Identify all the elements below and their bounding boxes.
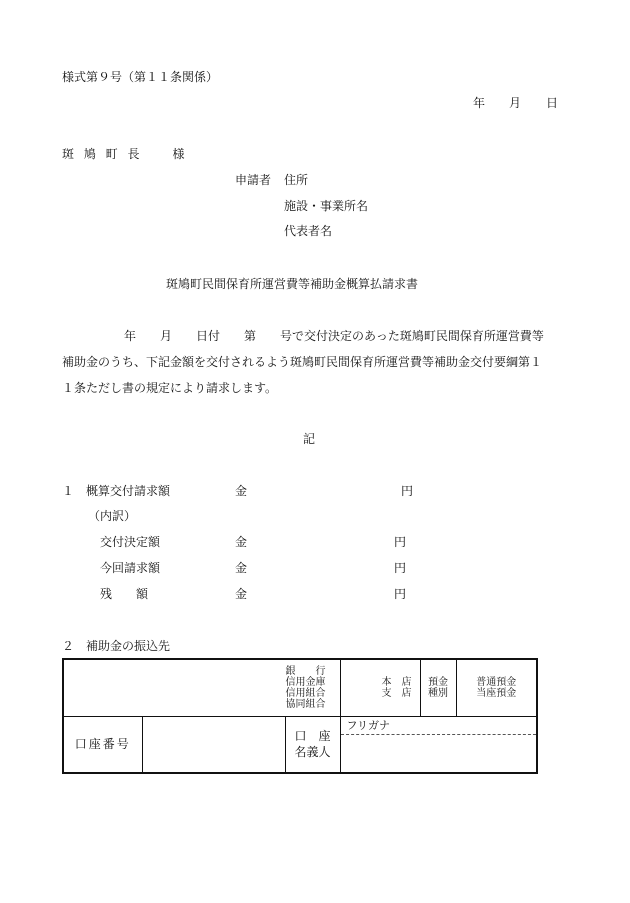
account-holder-label-1: 口 座	[294, 729, 331, 744]
branch-type-branch: 支 店	[381, 687, 412, 699]
ki-heading: 記	[303, 432, 316, 446]
date-month: 月	[509, 96, 522, 110]
branch-cell[interactable]	[340, 659, 420, 716]
account-holder-field[interactable]	[340, 716, 537, 773]
row-kin-current: 金	[235, 561, 248, 575]
row-yen-remaining: 円	[394, 587, 407, 601]
section1-kin: 金	[235, 484, 248, 498]
breakdown-label: （内訳）	[88, 509, 137, 523]
deposit-type-ordinary: 普通預金	[476, 676, 517, 688]
applicant-address: 住所	[284, 173, 309, 187]
branch-type-main: 本 店	[381, 676, 412, 688]
account-number-text: 口座番号	[74, 736, 131, 751]
applicant-representative: 代表者名	[284, 224, 333, 238]
row-label-current: 今回請求額	[100, 561, 161, 575]
bank-type-kyodo: 協同組合	[285, 698, 326, 710]
row-kin-decided: 金	[235, 535, 248, 549]
row-yen-current: 円	[394, 561, 407, 575]
section2-label: ２ 補助金の振込先	[62, 639, 171, 653]
section1-yen: 円	[401, 484, 414, 498]
row-kin-remaining: 金	[235, 587, 248, 601]
furigana-label: フリガナ	[346, 718, 390, 732]
applicant-facility: 施設・事業所名	[284, 199, 369, 213]
date-day: 日	[546, 96, 559, 110]
row-label-remaining: 残 額	[100, 587, 149, 601]
account-holder-label-2: 名義人	[294, 745, 331, 760]
deposit-label-cell	[420, 659, 456, 716]
body-line-1: 年 月 日付 第 号で交付決定のあった斑鳩町民間保育所運営費等	[124, 329, 544, 343]
account-holder-label	[285, 716, 340, 773]
deposit-label-1: 預金	[428, 676, 448, 688]
bank-name-cell[interactable]	[63, 659, 340, 716]
bank-type-shinkin: 信用金庫	[285, 676, 326, 688]
body-line-3: １条ただし書の規定により請求します。	[62, 381, 278, 395]
row-yen-decided: 円	[394, 535, 407, 549]
bank-type-bank: 銀 行	[285, 665, 326, 677]
bank-transfer-table	[62, 658, 538, 774]
deposit-label-2: 種別	[428, 687, 448, 699]
account-number-label	[63, 716, 142, 773]
body-line-2: 補助金のうち、下記金額を交付されるよう斑鳩町民間保育所運営費等補助金交付要綱第１	[62, 355, 543, 369]
document-title: 斑鳩町民間保育所運営費等補助金概算払請求書	[166, 277, 419, 291]
deposit-type-cell[interactable]	[456, 659, 537, 716]
row-label-decided: 交付決定額	[100, 535, 161, 549]
date-year: 年	[473, 96, 486, 110]
form-id: 様式第９号（第１１条関係）	[62, 70, 219, 84]
section1-label: １ 概算交付請求額	[62, 484, 171, 498]
bank-type-shinkumi: 信用組合	[285, 687, 326, 699]
account-number-field[interactable]	[142, 716, 285, 773]
applicant-label: 申請者	[235, 173, 272, 187]
deposit-type-current: 当座預金	[476, 687, 517, 699]
addressee: 斑 鳩 町 長 様	[62, 147, 188, 161]
